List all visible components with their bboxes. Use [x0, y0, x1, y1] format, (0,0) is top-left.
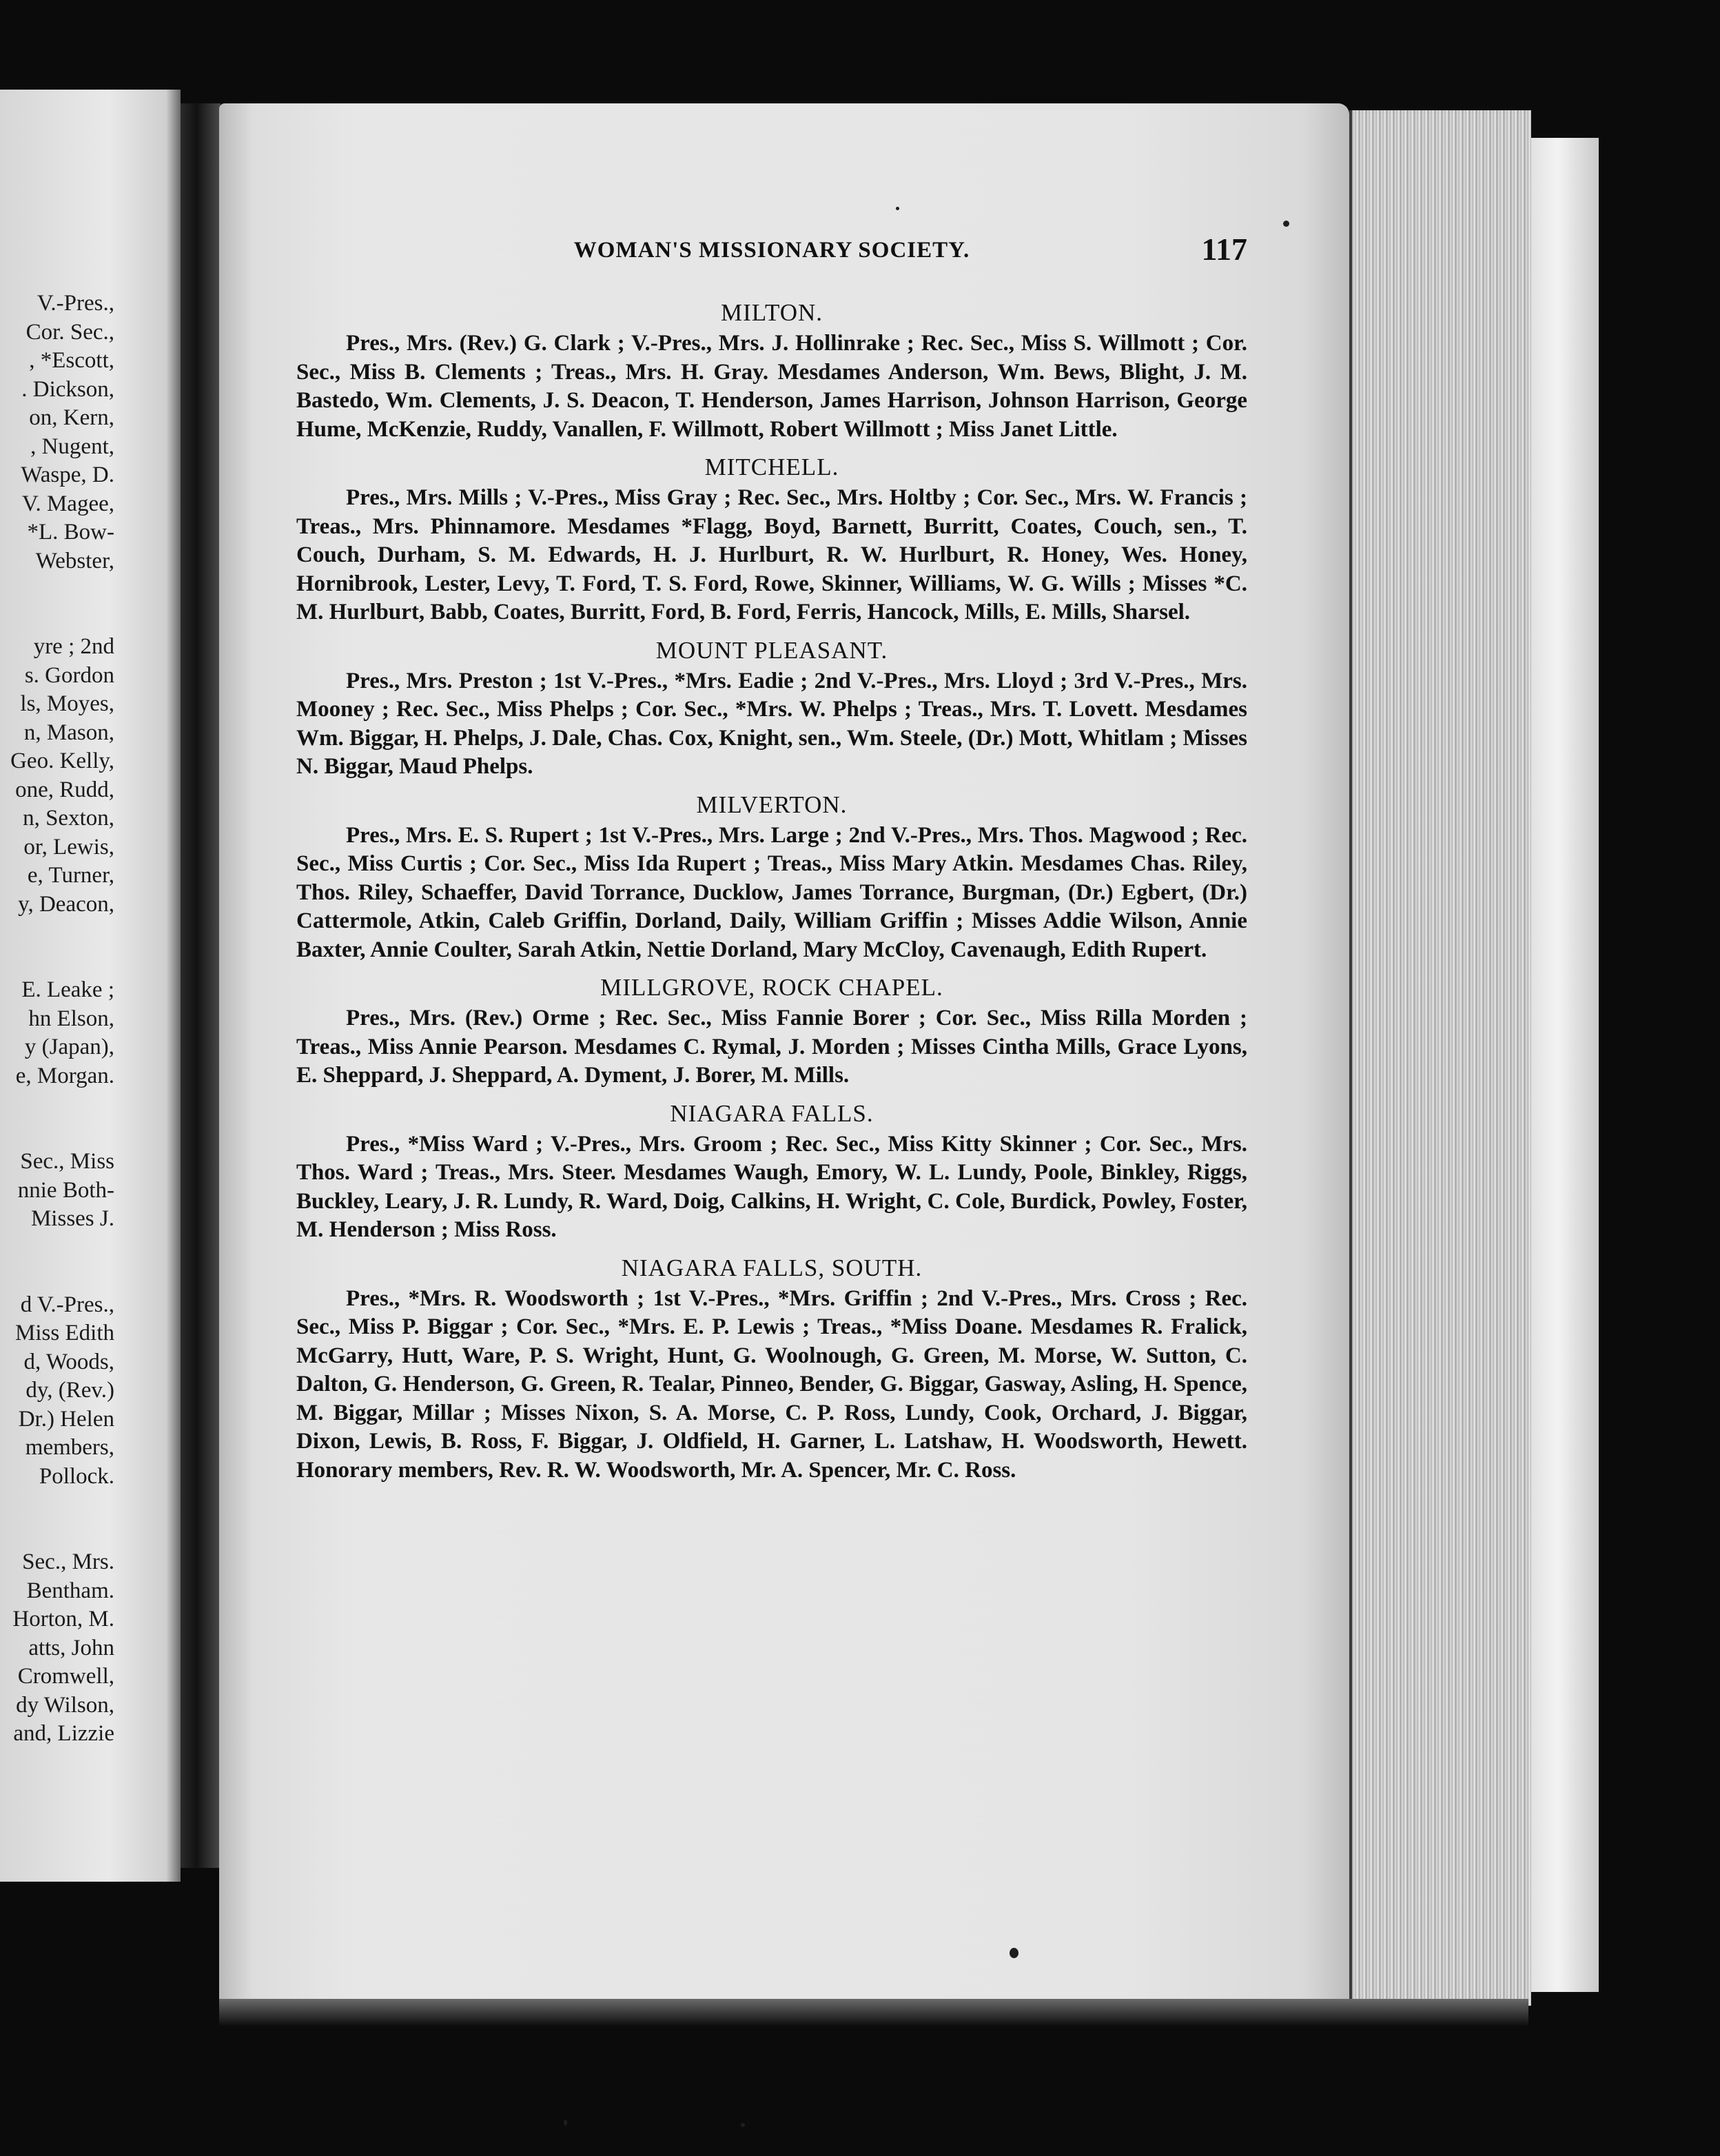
- ink-speck: [896, 207, 899, 210]
- facing-page-line: nnie Both-: [17, 1177, 114, 1203]
- section-body: Pres., Mrs. (Rev.) Orme ; Rec. Sec., Miss Fannie Borer ; Cor. Sec., Miss Rilla Morden ; Treas., Miss Annie Pearson. Mesdames C. Rymal, J. Morden ; Misses Cintha Mills, Grace Lyons, E. Sheppard, J. Sheppard, A. Dyment, J. Borer, M. Mills.: [296, 1006, 1247, 1088]
- facing-page-line: *L. Bow-: [27, 520, 114, 545]
- section-body: Pres., *Miss Ward ; V.-Pres., Mrs. Groom ; Rec. Sec., Miss Kitty Skinner ; Cor. Sec., Mrs. Thos. Ward ; Treas., Mrs. Steer. Mesdames Waugh, Emory, W. L. Lundy, Poole, Binkley, Riggs, Buckley, Leary, J. R. Lundy, R. Ward, Doig, Calkins, H. Wright, C. Cole, Burdick, Powley, Foster, M. Henderson ; Miss Ross.: [296, 1131, 1247, 1242]
- facing-page-line: d V.-Pres.,: [20, 1292, 114, 1317]
- facing-page-line: Misses J.: [30, 1206, 114, 1231]
- facing-page-line: . Dickson,: [21, 376, 114, 402]
- section-title: NIAGARA FALLS, SOUTH.: [621, 1254, 923, 1281]
- facing-page-line: Bentham.: [26, 1578, 114, 1603]
- facing-page-line: on, Kern,: [29, 405, 114, 430]
- running-title: WOMAN'S MISSIONARY SOCIETY.: [573, 238, 970, 263]
- facing-page-line: Dr.) Helen: [18, 1406, 114, 1432]
- section-title: MILVERTON.: [696, 791, 848, 818]
- ink-speck: [564, 2119, 567, 2126]
- facing-page-line: Cromwell,: [17, 1664, 114, 1689]
- section-body: Pres., Mrs. Preston ; 1st V.-Pres., *Mrs. Eadie ; 2nd V.-Pres., Mrs. Lloyd ; 3rd V.-Pres., Mrs. Mooney ; Rec. Sec., Miss Phelps ; Cor. Sec., *Mrs. W. Phelps ; Treas., Mrs. T. Lovett. Mesdames Wm. Biggar, H. Phelps, J. Dale, Chas. Cox, Knight, sen., Wm. Steele, (Dr.) Mott, Whitlam ; Misses N. Biggar, Maud Phelps.: [296, 668, 1247, 779]
- facing-page-line: Sec., Miss: [20, 1149, 114, 1174]
- running-head: [296, 231, 1247, 272]
- ink-speck: [1283, 221, 1289, 227]
- section-body: Pres., *Mrs. R. Woodsworth ; 1st V.-Pres., *Mrs. Griffin ; 2nd V.-Pres., Mrs. Cross ; Rec. Sec., Miss P. Biggar ; Cor. Sec., *Mrs. E. P. Lewis ; Treas., *Miss Doane. Mesdames R. Fralick, McGarry, Hutt, Ware, P. S. Wright, Hunt, G. Woolnough, G. Green, M. Morse, W. Sutton, C. Dalton, G. Henderson, G. Green, R. Tealar, Pinneo, Bender, G. Biggar, Gasway, Asling, H. Spence, M. Biggar, Millar ; Misses Nixon, S. A. Morse, C. P. Ross, Lundy, Cook, Orchard, J. Biggar, Dixon, Lewis, B. Ross, F. Biggar, J. Oldfield, H. Garner, L. Latshaw, H. Woodsworth, Hewett. Honorary members, Rev. R. W. Woodsworth, Mr. A. Spencer, Mr. C. Ross.: [296, 1285, 1247, 1483]
- facing-page-line: yre ; 2nd: [33, 634, 114, 659]
- facing-page-line: e, Morgan.: [15, 1063, 114, 1088]
- facing-page-line: hn Elson,: [28, 1006, 114, 1031]
- facing-page-text: [0, 289, 114, 1749]
- facing-page-line: n, Sexton,: [23, 806, 114, 831]
- page-content: [296, 296, 1247, 1492]
- facing-page-line: , Nugent,: [30, 434, 114, 459]
- facing-page-line: [0, 1119, 114, 1148]
- section-body: Pres., Mrs. E. S. Rupert ; 1st V.-Pres., Mrs. Large ; 2nd V.-Pres., Mrs. Thos. Magwood ; Rec. Sec., Miss Curtis ; Cor. Sec., Miss Ida Rupert ; Treas., Miss Mary Atkin. Mesdames Chas. Riley, Thos. Riley, Schaeffer, David Torrance, Ducklow, James Torrance, Burgman, (Dr.) Egbert, (Dr.) Cattermole, Atkin, Caleb Griffin, Dorland, Daily, William Griffin ; Misses Addie Wilson, Annie Baxter, Annie Coulter, Sarah Atkin, Nettie Dorland, Mary McCloy, Cavenaugh, Edith Rupert.: [296, 822, 1247, 962]
- facing-page-left: [0, 90, 181, 1882]
- facing-page-line: E. Leake ;: [21, 977, 114, 1002]
- facing-page-line: Pollock.: [39, 1463, 114, 1489]
- facing-page-line: n, Mason,: [23, 720, 114, 745]
- facing-page-line: d, Woods,: [23, 1349, 114, 1374]
- facing-page-line: [0, 1262, 114, 1291]
- facing-page-line: members,: [25, 1435, 114, 1460]
- section-title: MILLGROVE, ROCK CHAPEL.: [600, 974, 943, 1001]
- facing-page-line: Cor. Sec.,: [25, 319, 114, 345]
- section-title: MILTON.: [721, 299, 823, 326]
- facing-page-line: dy, (Rev.): [25, 1378, 114, 1403]
- facing-page-line: , *Escott,: [29, 348, 114, 373]
- facing-page-line: Miss Edith: [15, 1321, 114, 1345]
- facing-page-line: or, Lewis,: [23, 834, 114, 860]
- facing-page-line: Webster,: [35, 548, 114, 573]
- facing-page-line: y (Japan),: [24, 1035, 114, 1059]
- facing-page-line: y, Deacon,: [18, 891, 114, 917]
- facing-page-line: Geo. Kelly,: [10, 749, 114, 773]
- facing-page-line: [0, 1491, 114, 1520]
- facing-page-line: dy Wilson,: [16, 1692, 114, 1718]
- page-number: 117: [1201, 232, 1247, 267]
- facing-page-line: ls, Moyes,: [20, 691, 114, 716]
- facing-page-line: Horton, M.: [12, 1607, 114, 1631]
- facing-page-line: and, Lizzie: [13, 1721, 114, 1746]
- book-gutter: [181, 103, 221, 1868]
- facing-page-line: atts, John: [28, 1635, 114, 1660]
- facing-page-line: [0, 1090, 114, 1119]
- facing-page-line: V.-Pres.,: [37, 291, 114, 316]
- ink-speck: [1010, 1948, 1018, 1958]
- section-title: MITCHELL.: [704, 454, 839, 480]
- facing-page-line: V. Magee,: [21, 491, 114, 516]
- facing-page-line: [0, 948, 114, 977]
- facing-page-line: [0, 1234, 114, 1263]
- facing-page-line: [0, 604, 114, 633]
- facing-page-line: s. Gordon: [24, 662, 114, 688]
- facing-page-line: [0, 919, 114, 948]
- facing-page-line: [0, 1520, 114, 1549]
- facing-page-line: e, Turner,: [27, 863, 114, 888]
- section-body: Pres., Mrs. (Rev.) G. Clark ; V.-Pres., Mrs. J. Hollinrake ; Rec. Sec., Miss S. Willmott ; Cor. Sec., Miss B. Clements ; Treas., Mrs. H. Gray. Mesdames Anderson, Wm. Bews, Blight, J. M. Bastedo, Wm. Clements, J. S. Deacon, T. Henderson, James Harrison, Johnson Harrison, George Hume, McKenzie, Ruddy, Vanallen, F. Willmott, Robert Willmott ; Miss Janet Little.: [296, 331, 1247, 442]
- page-edges-stack: [1349, 110, 1531, 2006]
- facing-page-line: Waspe, D.: [21, 462, 114, 487]
- facing-page-line: Sec., Mrs.: [22, 1549, 114, 1574]
- section-body: Pres., Mrs. Mills ; V.-Pres., Miss Gray ; Rec. Sec., Mrs. Holtby ; Cor. Sec., Mrs. W. Francis ; Treas., Mrs. Phinnamore. Mesdames *Flagg, Boyd, Barnett, Burritt, Coates, Couch, sen., T. Couch, Durham, S. M. Edwards, H. J. Hurlburt, R. W. Hurlburt, R. Honey, Wes. Honey, Hornibrook, Lester, Levy, T. Ford, T. S. Ford, Rowe, Skinner, Williams, W. G. Wills ; Misses *C. M. Hurlburt, Babb, Coates, Burritt, Ford, B. Ford, Ferris, Hancock, Mills, E. Mills, Sharsel.: [296, 485, 1247, 624]
- facing-page-line: [0, 576, 114, 604]
- ink-speck: [741, 2123, 745, 2127]
- section-title: NIAGARA FALLS.: [670, 1099, 874, 1127]
- page-bottom-shadow: [219, 1999, 1528, 2026]
- facing-page-line: one, Rudd,: [15, 777, 114, 802]
- section-title: MOUNT PLEASANT.: [655, 636, 888, 664]
